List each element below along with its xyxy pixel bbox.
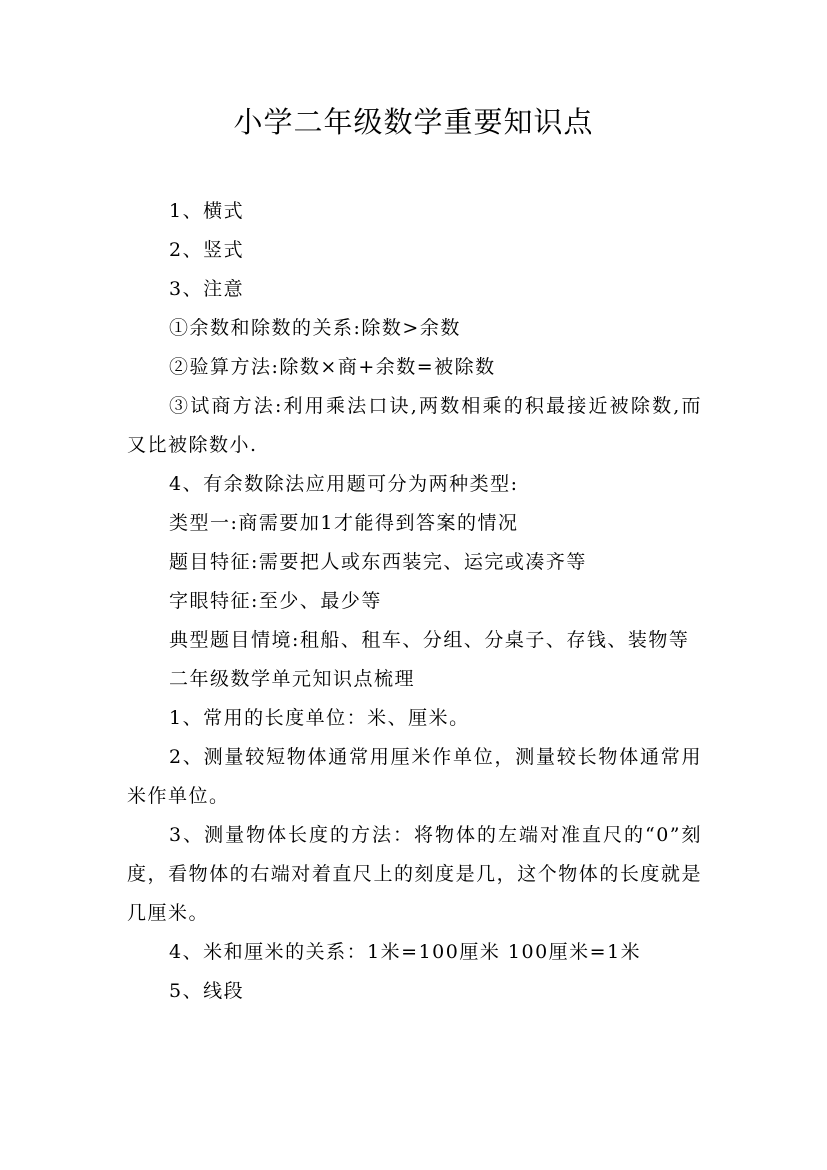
paragraph: ①余数和除数的关系:除数>余数: [169, 317, 461, 339]
section-heading: 二年级数学单元知识点梳理: [169, 668, 416, 690]
document-title: 小学二年级数学重要知识点: [233, 105, 594, 139]
paragraph: 类型一:商需要加1才能得到答案的情况: [169, 512, 519, 534]
paragraph: 典型题目情境:租船、租车、分组、分桌子、存钱、装物等: [169, 629, 690, 651]
paragraph: 题目特征:需要把人或东西装完、运完或凑齐等: [169, 551, 587, 573]
paragraph: 3、注意: [169, 278, 245, 300]
paragraph: 4、米和厘米的关系：1米=100厘米 100厘米=1米: [169, 941, 642, 963]
paragraph: ③试商方法:利用乘法口诀,两数相乘的积最接近被除数,而又比被除数小.: [127, 395, 702, 456]
paragraph: 4、有余数除法应用题可分为两种类型:: [169, 473, 519, 495]
paragraph: ②验算方法:除数×商+余数=被除数: [169, 356, 496, 378]
document-body: [127, 192, 702, 1011]
paragraph: 2、竖式: [169, 239, 245, 261]
paragraph: 3、测量物体长度的方法：将物体的左端对准直尺的“0”刻度，看物体的右端对着直尺上的刻度是几，这个物体的长度就是几厘米。: [127, 824, 702, 924]
paragraph: 1、横式: [169, 200, 245, 222]
paragraph: 1、常用的长度单位：米、厘米。: [169, 707, 470, 729]
paragraph: 2、测量较短物体通常用厘米作单位，测量较长物体通常用米作单位。: [127, 746, 702, 807]
paragraph: 5、线段: [169, 980, 245, 1002]
paragraph: 字眼特征:至少、最少等: [169, 590, 382, 612]
